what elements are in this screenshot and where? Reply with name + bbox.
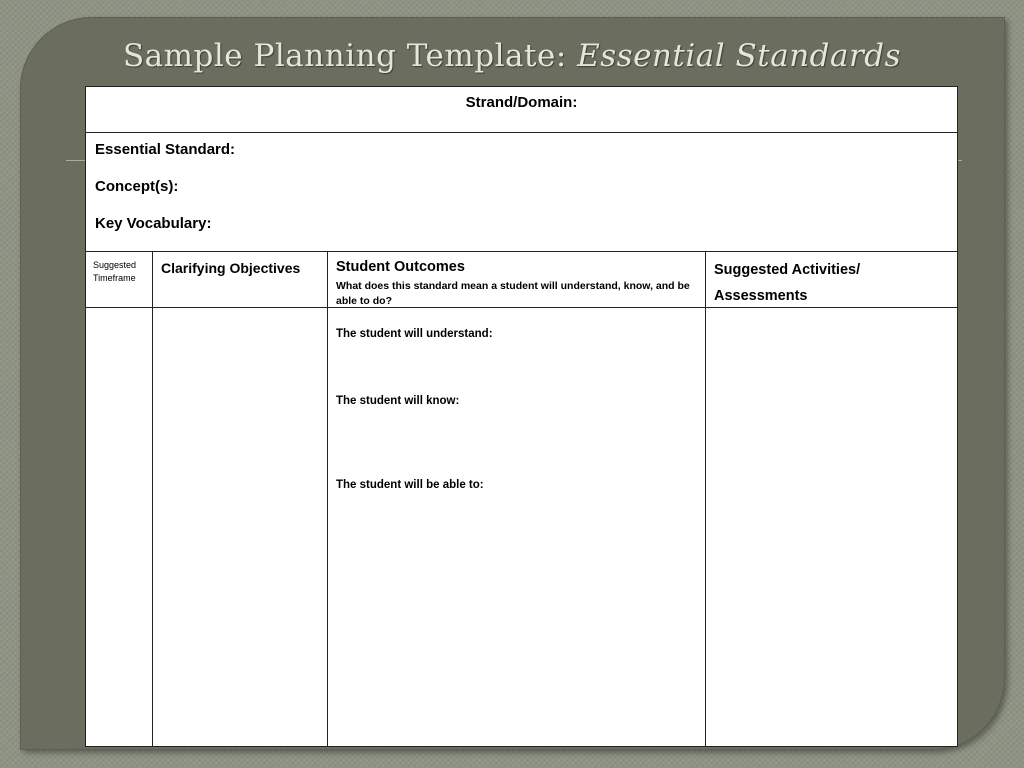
slide-title xyxy=(0,38,1024,74)
strand-domain-label: Strand/Domain: xyxy=(465,94,578,111)
clarifying-objectives-header: Clarifying Objectives xyxy=(161,260,301,276)
title-main: Sample Planning Template: xyxy=(122,38,578,74)
column-divider xyxy=(705,251,706,746)
concepts-label: Concept(s): xyxy=(95,178,179,195)
suggested-timeframe-header: Suggested Timeframe xyxy=(93,260,137,283)
column-divider xyxy=(152,251,153,746)
header-row-divider xyxy=(86,307,957,308)
row-divider xyxy=(86,132,957,133)
planning-template-form xyxy=(85,86,958,747)
column-divider xyxy=(327,251,328,746)
suggested-activities-header: Suggested Activities/ Assessments xyxy=(714,262,861,304)
student-outcomes-header: Student Outcomes xyxy=(336,259,465,275)
prompt-understand: The student will understand: xyxy=(336,328,493,340)
title-emphasis: Essential Standards xyxy=(577,38,902,74)
student-outcomes-subheader: What does this standard mean a student will understand, know, and be able to do? xyxy=(336,280,690,307)
row-divider xyxy=(86,251,957,252)
essential-standard-label: Essential Standard: xyxy=(95,141,236,158)
key-vocabulary-label: Key Vocabulary: xyxy=(95,215,212,232)
prompt-able: The student will be able to: xyxy=(336,479,484,491)
prompt-know: The student will know: xyxy=(336,395,460,407)
